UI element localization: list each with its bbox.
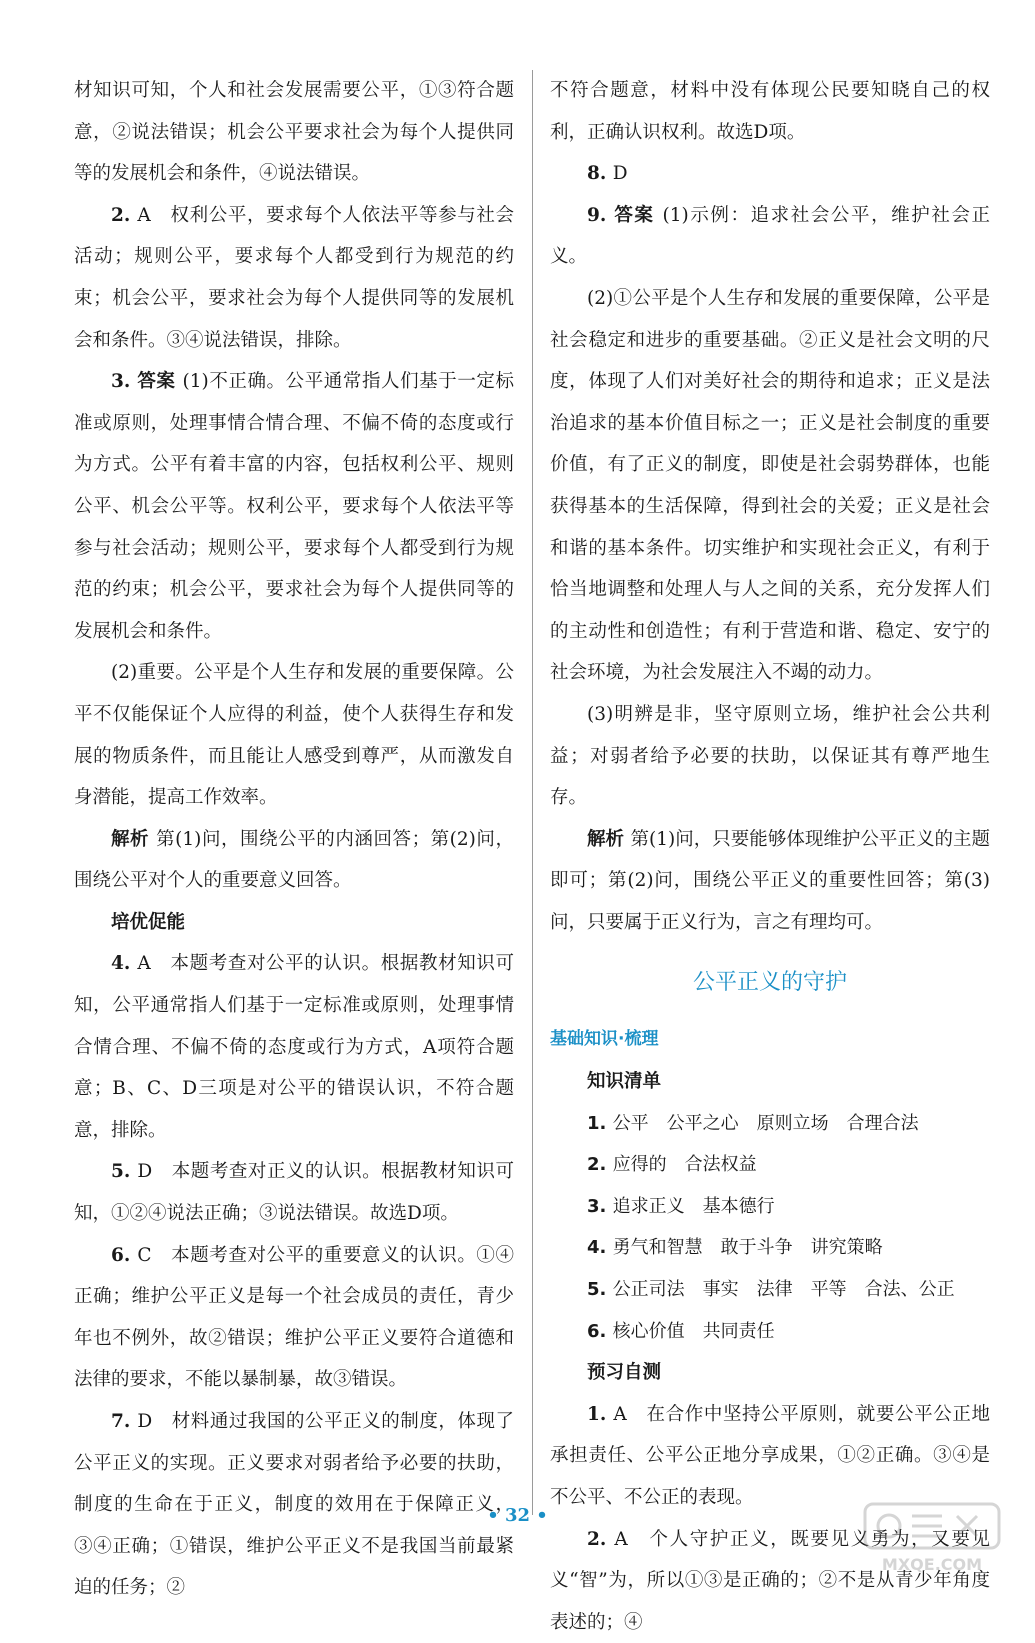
left-column: [74, 70, 514, 1609]
paragraph-text: (3)明辨是非，坚守原则立场，维护社会公共利益；对弱者给予必要的扶助，以保证其有尊严地生存。: [550, 703, 990, 809]
question-number: 3.: [111, 371, 138, 393]
answer-label: 解析: [587, 828, 631, 850]
paragraph-text: (2)重要。公平是个人生存和发展的重要保障。公平不仅能保证个人应得的利益，使个人获得生存和发展的物质条件，而且能让人感受到尊严，从而激发自身潜能，提高工作效率。: [74, 662, 514, 809]
column-divider: [532, 70, 533, 1515]
knowledge-text: 应得的 合法权益: [612, 1154, 757, 1176]
left-paragraph: [74, 361, 514, 652]
right-top-answers: [550, 70, 990, 943]
knowledge-heading: 知识清单: [587, 1071, 662, 1093]
left-paragraph: [74, 195, 514, 361]
knowledge-text: 勇气和智慧 敢于斗争 讲究策略: [612, 1237, 883, 1259]
knowledge-item: [550, 1311, 990, 1353]
paragraph-text: 第(1)问，只要能够体现维护公平正义的主题即可；第(2)问，围绕公平正义的重要性回答；第(3)问，只要属于正义行为，言之有理均可。: [550, 828, 990, 933]
svg-text:MXQE.COM: MXQE.COM: [881, 1555, 983, 1574]
right-paragraph: [550, 195, 990, 278]
right-column: [550, 70, 990, 1643]
paragraph-text: (2)①公平是个人生存和发展的重要保障，公平是社会稳定和进步的重要基础。②正义是社会文明的尺度，体现了人们对美好社会的期待和追求；正义是法治追求的基本价值目标之一；正义是社会制度的重要价值，有了正义的制度，即使是社会弱势群体，也能获得基本的生活保障，得到社会的关爱；正义是社会和谐的基本条件。切实维护和实现社会正义，有利于恰当地调整和处理人与人之间的关系，充分发挥人们的主动性和创造性；有利于营造和谐、稳定、安宁的社会环境，为社会发展注入不竭的动力。: [550, 287, 990, 684]
knowledge-item: [550, 1103, 990, 1145]
left-paragraph: [74, 902, 514, 944]
paragraph-text: A 个人守护正义，既要见义勇为，又要见义“智”为，所以①③是正确的；②不是从青少年角度表述的；④: [550, 1528, 990, 1633]
subhead-basic-knowledge: 基础知识·梳理: [550, 1029, 659, 1050]
question-number: 2.: [587, 1528, 615, 1550]
paragraph-text: (1)示例：追求社会公平，维护社会正义。: [550, 204, 990, 268]
knowledge-text: 公正司法 事实 法律 平等 合法、公正: [612, 1279, 955, 1301]
left-paragraph: [74, 943, 514, 1151]
paragraph-text: A 在合作中坚持公平原则，就要公平公正地承担责任、公平公正地分享成果，①②正确。③④是不公平、不公正的表现。: [550, 1403, 990, 1508]
knowledge-number: 6.: [587, 1320, 613, 1342]
knowledge-number: 2.: [587, 1154, 613, 1176]
right-paragraph: [550, 819, 990, 944]
answer-label: 答案: [137, 371, 183, 393]
question-number: 7.: [111, 1411, 138, 1432]
paragraph-text: D 本题考查对正义的认识。根据教材知识可知，①②④说法正确；③说法错误。故选D项。: [74, 1161, 514, 1225]
knowledge-number: 4.: [587, 1237, 613, 1259]
answer-label: 答案: [614, 204, 663, 226]
knowledge-item: [550, 1227, 990, 1269]
right-paragraph: [550, 153, 990, 195]
right-paragraph: [550, 694, 990, 819]
paragraph-text: D: [612, 163, 628, 185]
paragraph-text: C 本题考查对公平的重要意义的认识。①④正确；维护公平正义是每一个社会成员的责任，青少年也不例外，故②错误；维护公平正义要符合道德和法律的要求，不能以暴制暴，故③错误。: [74, 1244, 514, 1391]
question-number: 9.: [587, 204, 615, 226]
knowledge-item: [550, 1144, 990, 1186]
left-paragraph: [74, 70, 514, 195]
question-number: 4.: [111, 953, 138, 975]
right-paragraph: [550, 70, 990, 153]
paragraph-text: 第(1)问，围绕公平的内涵回答；第(2)问，围绕公平对个人的重要意义回答。: [74, 828, 514, 892]
paragraph-text: (1)不正确。公平通常指人们基于一定标准或原则，处理事情合情合理、不偏不倚的态度或行为方式。公平有着丰富的内容，包括权利公平、规则公平、机会公平等。权利公平，要求每个人依法平等参与社会活动；规则公平，要求每个人都受到行为规范的约束；机会公平，要求社会为每个人提供同等的发展机会和条件。: [74, 371, 514, 642]
question-number: 2.: [111, 204, 138, 226]
knowledge-text: 核心价值 共同责任: [612, 1320, 775, 1342]
knowledge-number: 3.: [587, 1195, 613, 1217]
paragraph-text: 培优促能: [111, 911, 186, 933]
question-number: 1.: [587, 1403, 614, 1425]
knowledge-item: [550, 1269, 990, 1311]
page-number: • 32 •: [487, 1505, 548, 1526]
knowledge-number: 1.: [587, 1112, 613, 1134]
paragraph-text: A 权利公平，要求每个人依法平等参与社会活动；规则公平，要求每个人都受到行为规范的约束；机会公平，要求社会为每个人提供同等的发展机会和条件。③④说法错误，排除。: [74, 204, 514, 351]
paragraph-text: A 本题考查对公平的认识。根据教材知识可知，公平通常指人们基于一定标准或原则，处理事情合情合理、不偏不倚的态度或行为方式，A项符合题意；B、C、D三项是对公平的错误认识，不符合题意，排除。: [74, 953, 514, 1141]
preview-heading: 预习自测: [587, 1362, 662, 1384]
question-number: 8.: [587, 163, 613, 185]
knowledge-text: 追求正义 基本德行: [612, 1195, 775, 1217]
question-number: 5.: [111, 1161, 138, 1183]
paragraph-text: 不符合题意，材料中没有体现公民要知晓自己的权利，正确认识权利。故选D项。: [550, 80, 990, 143]
left-paragraph: [74, 819, 514, 902]
section-title: 公平正义的守护: [692, 970, 847, 996]
paragraph-text: D 材料通过我国的公平正义的制度，体现了公平正义的实现。正义要求对弱者给予必要的扶助，制度的生命在于正义，制度的效用在于保障正义，③④正确；①错误，维护公平正义不是我国当前最紧迫的任务；②: [74, 1411, 514, 1599]
left-paragraph: [74, 652, 514, 818]
paragraph-text: 材知识可知，个人和社会发展需要公平，①③符合题意，②说法错误；机会公平要求社会为每个人提供同等的发展机会和条件，④说法错误。: [74, 80, 514, 185]
answer-label: 解析: [111, 828, 157, 850]
right-paragraph: [550, 278, 990, 694]
knowledge-list: [550, 1103, 990, 1353]
watermark-logo-icon: [857, 1498, 1007, 1578]
left-paragraph: [74, 1235, 514, 1401]
knowledge-text: 公平 公平之心 原则立场 合理合法: [612, 1112, 919, 1134]
knowledge-item: [550, 1186, 990, 1228]
knowledge-number: 5.: [587, 1279, 613, 1301]
question-number: 6.: [111, 1244, 138, 1266]
left-paragraph: [74, 1151, 514, 1234]
